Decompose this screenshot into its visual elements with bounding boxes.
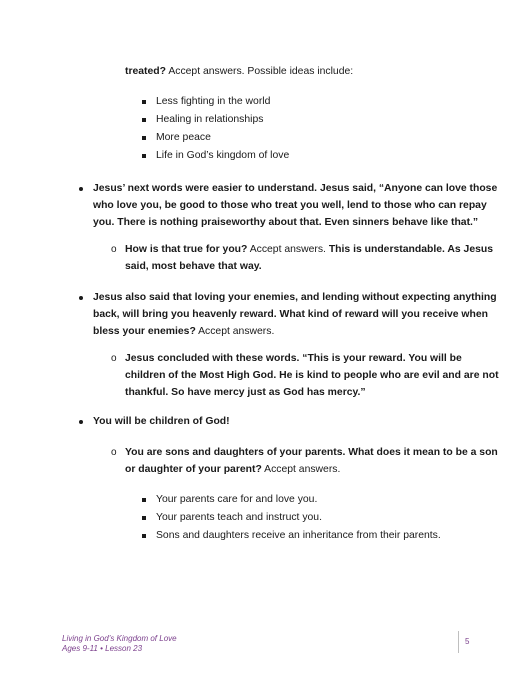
sub1-line2: said, most behave that way. bbox=[125, 261, 262, 272]
bullet1-line1: Jesus’ next words were easier to understand. Jesus said, “Anyone can love those bbox=[93, 183, 498, 194]
hollow-bullet-icon: o bbox=[111, 244, 117, 255]
bullet2-line1: Jesus also said that loving your enemies, and lending without expecting anything bbox=[93, 292, 497, 303]
sub2-line1: Jesus concluded with these words. “This is your reward. You will be bbox=[125, 353, 462, 364]
intro-line bbox=[125, 65, 353, 78]
list-item: Sons and daughters receive an inheritance from their parents. bbox=[156, 530, 441, 541]
sub1-line1 bbox=[125, 243, 493, 256]
sub1-normal1: Accept answers. bbox=[247, 244, 329, 255]
list-item: Less fighting in the world bbox=[156, 96, 271, 107]
bullet2-line2: back, will bring you heavenly reward. What kind of reward will you receive when bbox=[93, 309, 488, 320]
list-item: Your parents care for and love you. bbox=[156, 494, 318, 505]
bullet2-line3-bold: bless your enemies? bbox=[93, 326, 196, 337]
bullet3-line1: You will be children of God! bbox=[93, 416, 230, 427]
square-bullet-icon bbox=[142, 100, 146, 104]
footer-divider bbox=[458, 631, 459, 653]
hollow-bullet-icon: o bbox=[111, 447, 117, 458]
list-item: More peace bbox=[156, 132, 211, 143]
page-number: 5 bbox=[465, 637, 470, 646]
round-bullet-icon bbox=[79, 420, 83, 424]
round-bullet-icon bbox=[79, 296, 83, 300]
square-bullet-icon bbox=[142, 154, 146, 158]
sub3-line2-normal: Accept answers. bbox=[261, 464, 341, 475]
footer-subtitle: Ages 9-11 • Lesson 23 bbox=[62, 644, 143, 653]
sub3-line1: You are sons and daughters of your parents. What does it mean to be a son bbox=[125, 447, 498, 458]
bullet1-line3: you. There is nothing praiseworthy about that. Even sinners behave like that.” bbox=[93, 217, 479, 228]
list-item: Healing in relationships bbox=[156, 114, 264, 125]
round-bullet-icon bbox=[79, 187, 83, 191]
intro-rest: Accept answers. Possible ideas include: bbox=[166, 66, 354, 77]
intro-bold: treated? bbox=[125, 66, 166, 77]
sub3-line2-bold: or daughter of your parent? bbox=[125, 464, 262, 475]
square-bullet-icon bbox=[142, 534, 146, 538]
square-bullet-icon bbox=[142, 118, 146, 122]
hollow-bullet-icon: o bbox=[111, 353, 117, 364]
list-item: Your parents teach and instruct you. bbox=[156, 512, 322, 523]
bullet1-line2: who love you, be good to those who treat you well, lend to those who can repay bbox=[93, 200, 487, 211]
sub1-bold1: How is that true for you? bbox=[125, 244, 248, 255]
bullet2-line3 bbox=[93, 325, 274, 338]
sub2-line2: children of the Most High God. He is kind to people who are evil and are not bbox=[125, 370, 499, 381]
sub2-line3: thankful. So have mercy just as God has mercy.” bbox=[125, 387, 366, 398]
square-bullet-icon bbox=[142, 498, 146, 502]
sub3-line2 bbox=[125, 463, 340, 476]
sub1-bold2: This is understandable. As Jesus bbox=[328, 244, 494, 255]
list-item: Life in God’s kingdom of love bbox=[156, 150, 290, 161]
bullet2-line3-normal: Accept answers. bbox=[195, 326, 275, 337]
square-bullet-icon bbox=[142, 136, 146, 140]
square-bullet-icon bbox=[142, 516, 146, 520]
footer-title: Living in God’s Kingdom of Love bbox=[62, 634, 177, 643]
